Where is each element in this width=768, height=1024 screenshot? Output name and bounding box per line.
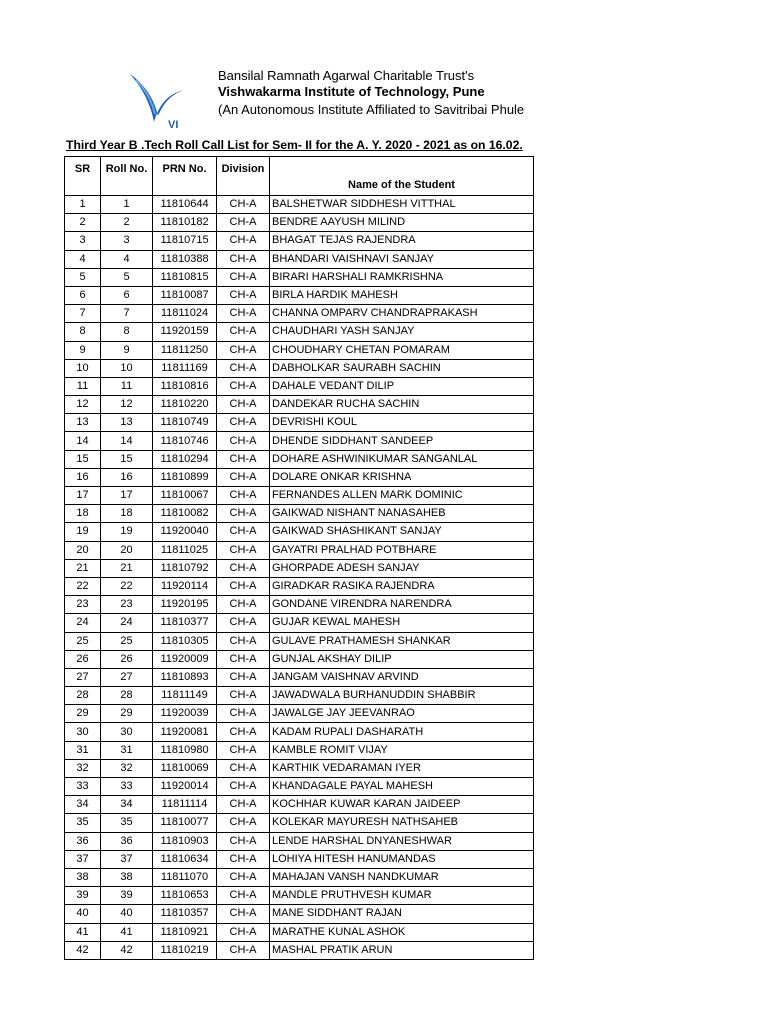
cell-division: CH-A [217,650,270,668]
cell-division: CH-A [217,905,270,923]
cell-division: CH-A [217,814,270,832]
cell-sr: 16 [65,468,101,486]
cell-roll-no: 8 [101,323,153,341]
cell-division: CH-A [217,923,270,941]
col-header-sr: SR [65,157,101,196]
table-row [65,941,534,959]
cell-roll-no: 9 [101,341,153,359]
cell-roll-no: 11 [101,377,153,395]
cell-student-name: MASHAL PRATIK ARUN [270,941,534,959]
cell-division: CH-A [217,941,270,959]
table-row [65,450,534,468]
cell-student-name: BIRARI HARSHALI RAMKRISHNA [270,268,534,286]
cell-student-name: CHANNA OMPARV CHANDRAPRAKASH [270,305,534,323]
cell-sr: 22 [65,577,101,595]
cell-sr: 25 [65,632,101,650]
cell-roll-no: 3 [101,232,153,250]
cell-division: CH-A [217,668,270,686]
cell-division: CH-A [217,705,270,723]
cell-prn-no: 11811025 [153,541,217,559]
cell-roll-no: 25 [101,632,153,650]
cell-sr: 32 [65,759,101,777]
cell-prn-no: 11920014 [153,778,217,796]
cell-roll-no: 14 [101,432,153,450]
table-row [65,723,534,741]
cell-student-name: MAHAJAN VANSH NANDKUMAR [270,868,534,886]
cell-prn-no: 11920081 [153,723,217,741]
cell-division: CH-A [217,341,270,359]
cell-division: CH-A [217,614,270,632]
cell-roll-no: 15 [101,450,153,468]
cell-student-name: JAWALGE JAY JEEVANRAO [270,705,534,723]
cell-roll-no: 17 [101,487,153,505]
cell-division: CH-A [217,214,270,232]
cell-division: CH-A [217,487,270,505]
cell-prn-no: 11810294 [153,450,217,468]
cell-roll-no: 21 [101,559,153,577]
cell-prn-no: 11810077 [153,814,217,832]
table-row [65,359,534,377]
cell-roll-no: 13 [101,414,153,432]
cell-roll-no: 5 [101,268,153,286]
cell-prn-no: 11920039 [153,705,217,723]
cell-division: CH-A [217,505,270,523]
cell-student-name: CHAUDHARI YASH SANJAY [270,323,534,341]
cell-sr: 19 [65,523,101,541]
cell-prn-no: 11810357 [153,905,217,923]
cell-roll-no: 27 [101,668,153,686]
table-row [65,832,534,850]
cell-sr: 21 [65,559,101,577]
cell-sr: 20 [65,541,101,559]
cell-prn-no: 11810069 [153,759,217,777]
table-row [65,796,534,814]
cell-student-name: BHAGAT TEJAS RAJENDRA [270,232,534,250]
cell-roll-no: 42 [101,941,153,959]
cell-sr: 5 [65,268,101,286]
cell-sr: 30 [65,723,101,741]
table-row [65,705,534,723]
cell-student-name: DOHARE ASHWINIKUMAR SANGANLAL [270,450,534,468]
cell-prn-no: 11810715 [153,232,217,250]
cell-sr: 26 [65,650,101,668]
cell-roll-no: 28 [101,687,153,705]
cell-student-name: GHORPADE ADESH SANJAY [270,559,534,577]
cell-prn-no: 11810388 [153,250,217,268]
cell-prn-no: 11810182 [153,214,217,232]
cell-roll-no: 4 [101,250,153,268]
table-header-row [65,157,534,196]
cell-roll-no: 19 [101,523,153,541]
cell-student-name: DHENDE SIDDHANT SANDEEP [270,432,534,450]
cell-prn-no: 11920040 [153,523,217,541]
cell-student-name: GULAVE PRATHAMESH SHANKAR [270,632,534,650]
table-row [65,432,534,450]
col-header-division: Division [217,157,270,196]
cell-sr: 2 [65,214,101,232]
cell-prn-no: 11810792 [153,559,217,577]
table-row [65,196,534,214]
cell-roll-no: 37 [101,850,153,868]
col-header-student-name: Name of the Student [270,157,534,196]
table-row [65,323,534,341]
cell-sr: 40 [65,905,101,923]
cell-student-name: KARTHIK VEDARAMAN IYER [270,759,534,777]
cell-roll-no: 39 [101,887,153,905]
cell-prn-no: 11810377 [153,614,217,632]
cell-prn-no: 11810749 [153,414,217,432]
cell-student-name: JANGAM VAISHNAV ARVIND [270,668,534,686]
cell-roll-no: 18 [101,505,153,523]
table-row [65,377,534,395]
cell-division: CH-A [217,250,270,268]
cell-roll-no: 23 [101,596,153,614]
institute-name: Vishwakarma Institute of Technology, Pune [218,84,485,99]
cell-student-name: GONDANE VIRENDRA NARENDRA [270,596,534,614]
cell-sr: 14 [65,432,101,450]
cell-student-name: MANE SIDDHANT RAJAN [270,905,534,923]
cell-division: CH-A [217,377,270,395]
institute-affiliation: (An Autonomous Institute Affiliated to Savitribai Phule [218,102,525,117]
cell-roll-no: 32 [101,759,153,777]
cell-division: CH-A [217,887,270,905]
cell-student-name: BALSHETWAR SIDDHESH VITTHAL [270,196,534,214]
table-row [65,577,534,595]
cell-division: CH-A [217,778,270,796]
cell-sr: 29 [65,705,101,723]
cell-student-name: MARATHE KUNAL ASHOK [270,923,534,941]
table-row [65,668,534,686]
cell-roll-no: 34 [101,796,153,814]
cell-division: CH-A [217,541,270,559]
col-header-roll-no: Roll No. [101,157,153,196]
cell-sr: 33 [65,778,101,796]
cell-student-name: GAYATRI PRALHAD POTBHARE [270,541,534,559]
cell-sr: 10 [65,359,101,377]
table-row [65,232,534,250]
cell-sr: 3 [65,232,101,250]
cell-roll-no: 7 [101,305,153,323]
cell-sr: 7 [65,305,101,323]
cell-student-name: KHANDAGALE PAYAL MAHESH [270,778,534,796]
cell-division: CH-A [217,414,270,432]
cell-roll-no: 30 [101,723,153,741]
table-row [65,468,534,486]
cell-prn-no: 11810305 [153,632,217,650]
table-row [65,905,534,923]
cell-roll-no: 22 [101,577,153,595]
cell-sr: 17 [65,487,101,505]
table-row [65,814,534,832]
table-row [65,868,534,886]
cell-prn-no: 11810087 [153,286,217,304]
cell-sr: 13 [65,414,101,432]
logo-text: VI [168,119,179,131]
cell-student-name: KAMBLE ROMIT VIJAY [270,741,534,759]
cell-roll-no: 1 [101,196,153,214]
table-row [65,414,534,432]
cell-division: CH-A [217,577,270,595]
cell-sr: 6 [65,286,101,304]
cell-division: CH-A [217,687,270,705]
cell-sr: 27 [65,668,101,686]
table-row [65,850,534,868]
cell-division: CH-A [217,559,270,577]
cell-roll-no: 10 [101,359,153,377]
cell-prn-no: 11810653 [153,887,217,905]
cell-prn-no: 11811169 [153,359,217,377]
cell-division: CH-A [217,268,270,286]
cell-prn-no: 11810899 [153,468,217,486]
cell-student-name: DANDEKAR RUCHA SACHIN [270,396,534,414]
cell-sr: 35 [65,814,101,832]
cell-division: CH-A [217,632,270,650]
cell-division: CH-A [217,723,270,741]
cell-prn-no: 11810893 [153,668,217,686]
table-row [65,250,534,268]
cell-roll-no: 12 [101,396,153,414]
cell-roll-no: 24 [101,614,153,632]
cell-prn-no: 11810921 [153,923,217,941]
roll-call-table [64,156,534,960]
cell-prn-no: 11810220 [153,396,217,414]
cell-prn-no: 11810082 [153,505,217,523]
cell-division: CH-A [217,286,270,304]
cell-sr: 38 [65,868,101,886]
cell-student-name: KOLEKAR MAYURESH NATHSAHEB [270,814,534,832]
cell-division: CH-A [217,741,270,759]
cell-sr: 12 [65,396,101,414]
cell-roll-no: 38 [101,868,153,886]
cell-division: CH-A [217,832,270,850]
cell-division: CH-A [217,450,270,468]
cell-student-name: GUNJAL AKSHAY DILIP [270,650,534,668]
cell-prn-no: 11920009 [153,650,217,668]
cell-roll-no: 16 [101,468,153,486]
cell-roll-no: 20 [101,541,153,559]
cell-sr: 39 [65,887,101,905]
cell-division: CH-A [217,868,270,886]
cell-division: CH-A [217,796,270,814]
cell-division: CH-A [217,196,270,214]
cell-student-name: JAWADWALA BURHANUDDIN SHABBIR [270,687,534,705]
cell-student-name: KADAM RUPALI DASHARATH [270,723,534,741]
cell-prn-no: 11810746 [153,432,217,450]
cell-prn-no: 11811250 [153,341,217,359]
cell-prn-no: 11920114 [153,577,217,595]
cell-prn-no: 11810903 [153,832,217,850]
cell-prn-no: 11810219 [153,941,217,959]
table-row [65,741,534,759]
table-row [65,541,534,559]
cell-student-name: FERNANDES ALLEN MARK DOMINIC [270,487,534,505]
cell-sr: 9 [65,341,101,359]
table-row [65,523,534,541]
cell-prn-no: 11920159 [153,323,217,341]
cell-roll-no: 6 [101,286,153,304]
cell-sr: 24 [65,614,101,632]
cell-student-name: GIRADKAR RASIKA RAJENDRA [270,577,534,595]
cell-division: CH-A [217,323,270,341]
cell-roll-no: 33 [101,778,153,796]
cell-roll-no: 31 [101,741,153,759]
cell-sr: 18 [65,505,101,523]
col-header-prn-no: PRN No. [153,157,217,196]
table-row [65,268,534,286]
cell-division: CH-A [217,305,270,323]
cell-sr: 42 [65,941,101,959]
table-row [65,559,534,577]
cell-sr: 15 [65,450,101,468]
table-row [65,487,534,505]
cell-division: CH-A [217,432,270,450]
table-row [65,923,534,941]
cell-prn-no: 11811024 [153,305,217,323]
cell-prn-no: 11811070 [153,868,217,886]
cell-prn-no: 11810980 [153,741,217,759]
cell-prn-no: 11810634 [153,850,217,868]
cell-prn-no: 11811149 [153,687,217,705]
cell-sr: 31 [65,741,101,759]
cell-student-name: LOHIYA HITESH HANUMANDAS [270,850,534,868]
table-row [65,687,534,705]
cell-roll-no: 2 [101,214,153,232]
table-row [65,759,534,777]
institute-logo [128,72,190,132]
cell-student-name: BENDRE AAYUSH MILIND [270,214,534,232]
table-row [65,396,534,414]
page-title: Third Year B .Tech Roll Call List for Sem- II for the A. Y. 2020 - 2021 as on 16.02. [66,138,523,152]
cell-student-name: KOCHHAR KUWAR KARAN JAIDEEP [270,796,534,814]
table-row [65,305,534,323]
trust-name: Bansilal Ramnath Agarwal Charitable Trust's [218,68,475,83]
cell-sr: 34 [65,796,101,814]
cell-prn-no: 11810816 [153,377,217,395]
cell-student-name: GUJAR KEWAL MAHESH [270,614,534,632]
cell-student-name: LENDE HARSHAL DNYANESHWAR [270,832,534,850]
cell-sr: 4 [65,250,101,268]
cell-roll-no: 40 [101,905,153,923]
cell-sr: 23 [65,596,101,614]
table-row [65,214,534,232]
cell-student-name: DEVRISHI KOUL [270,414,534,432]
cell-student-name: GAIKWAD SHASHIKANT SANJAY [270,523,534,541]
table-row [65,632,534,650]
cell-student-name: GAIKWAD NISHANT NANASAHEB [270,505,534,523]
cell-prn-no: 11810644 [153,196,217,214]
cell-division: CH-A [217,523,270,541]
cell-student-name: MANDLE PRUTHVESH KUMAR [270,887,534,905]
cell-sr: 11 [65,377,101,395]
cell-sr: 1 [65,196,101,214]
table-row [65,887,534,905]
cell-sr: 41 [65,923,101,941]
cell-prn-no: 11920195 [153,596,217,614]
table-row [65,614,534,632]
cell-prn-no: 11811114 [153,796,217,814]
cell-division: CH-A [217,396,270,414]
cell-roll-no: 26 [101,650,153,668]
table-row [65,505,534,523]
cell-sr: 37 [65,850,101,868]
table-row [65,341,534,359]
cell-student-name: CHOUDHARY CHETAN POMARAM [270,341,534,359]
cell-student-name: DOLARE ONKAR KRISHNA [270,468,534,486]
cell-sr: 8 [65,323,101,341]
cell-student-name: BHANDARI VAISHNAVI SANJAY [270,250,534,268]
cell-prn-no: 11810815 [153,268,217,286]
cell-roll-no: 35 [101,814,153,832]
table-row [65,596,534,614]
cell-division: CH-A [217,759,270,777]
table-row [65,650,534,668]
cell-division: CH-A [217,850,270,868]
cell-student-name: BIRLA HARDIK MAHESH [270,286,534,304]
cell-student-name: DABHOLKAR SAURABH SACHIN [270,359,534,377]
cell-student-name: DAHALE VEDANT DILIP [270,377,534,395]
cell-roll-no: 41 [101,923,153,941]
cell-roll-no: 29 [101,705,153,723]
cell-prn-no: 11810067 [153,487,217,505]
cell-sr: 28 [65,687,101,705]
cell-roll-no: 36 [101,832,153,850]
cell-division: CH-A [217,468,270,486]
cell-division: CH-A [217,359,270,377]
table-row [65,778,534,796]
cell-division: CH-A [217,596,270,614]
table-row [65,286,534,304]
cell-division: CH-A [217,232,270,250]
cell-sr: 36 [65,832,101,850]
